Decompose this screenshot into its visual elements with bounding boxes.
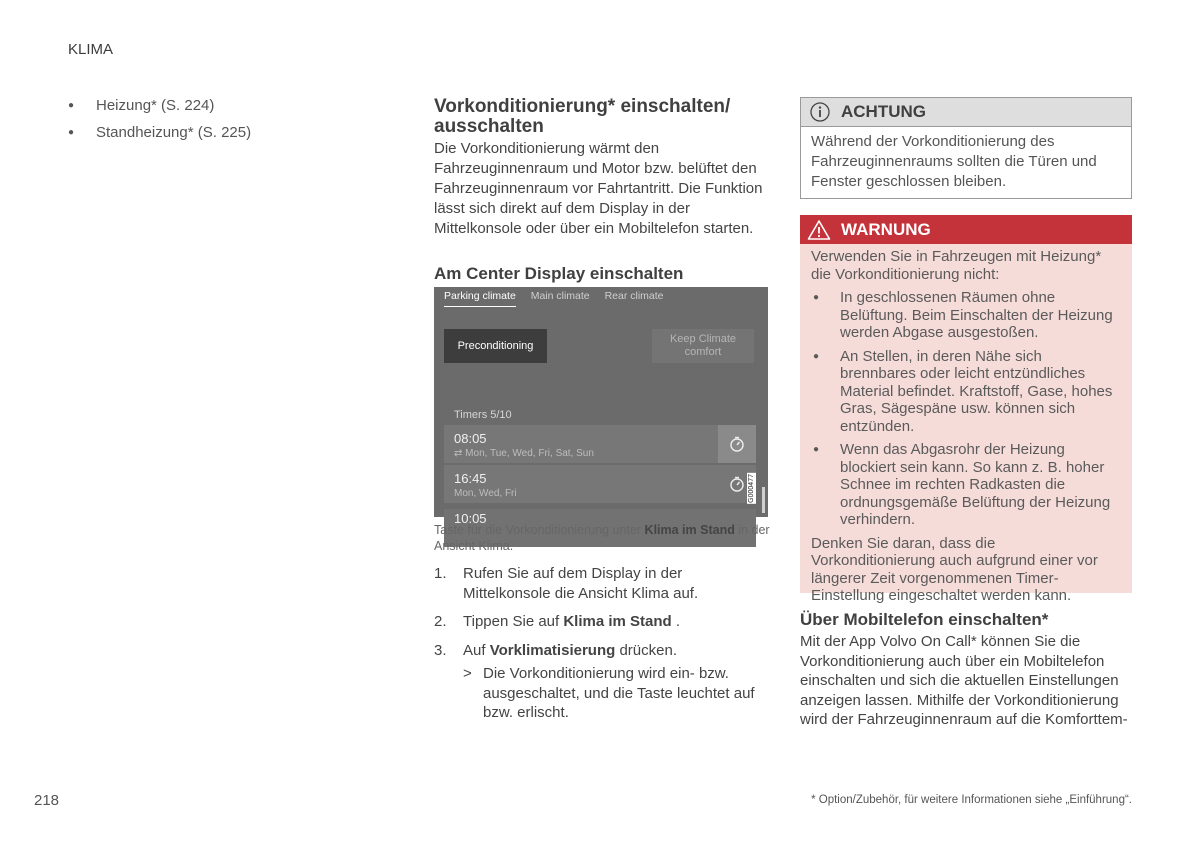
timer-row[interactable] [444,465,756,503]
timer-row[interactable] [444,425,756,463]
keep-climate-comfort-button[interactable] [652,329,754,363]
step-item: 3. Auf Vorklimatisierung drücken. [434,641,677,659]
warnung-box [800,215,1132,604]
steps-list [434,564,769,723]
step-item: 1. Rufen Sie auf dem Display in der Mittelkonsole die Ansicht Klima auf. [434,565,699,602]
figure-caption: Taste für die Vorkonditionierung unter Klima im Stand in der Ansicht Klima. [434,523,770,553]
timer-time: 10:05 [454,511,487,526]
warnung-header [800,215,1132,244]
repeat-icon: ⇄ [454,448,466,459]
warnung-item: ● Wenn das Abgasrohr der Heizung blockiert sein kann. So kann z. B. hoher Schnee im rechten Radkasten die ordnungsgemäße Belüftung der Heizung verhindern. [811,441,1120,529]
center-display-heading: Am Center Display einschalten [434,264,684,283]
keep-climate-comfort-label: Keep Climate comfort [669,333,737,358]
step-result: > Die Vorkonditionierung wird ein- bzw. ausgeschaltet, und die Taste leuchtet auf bzw. erlischt. [463,665,755,721]
step-item: 2. Tippen Sie auf Klima im Stand . [434,613,681,630]
tab-rear-climate[interactable]: Rear climate [604,290,664,302]
related-links-list [68,92,251,146]
warning-triangle-icon [807,219,831,241]
warnung-body [800,244,1132,605]
timer-days: Mon, Wed, Fri [454,488,517,499]
timer-toggle-button[interactable] [718,425,756,463]
related-link-heizung[interactable]: ● Heizung* (S. 224) [68,92,251,119]
timers-label: Timers 5/10 [454,409,512,421]
stopwatch-icon [728,435,746,453]
mobile-text: Mit der App Volvo On Call* können Sie die Vorkonditionierung auch über ein Mobiltelefon einschalten und sich die aktuellen Einstellungen anzeigen lassen. Mithilfe der Vorkonditionierung wird der Fahrzeuginnenraum auf die Komforttem- [800,633,1128,728]
timer-days-text: Mon, Tue, Wed, Fri, Sat, Sun [465,448,594,459]
footnote: * Option/Zubehör, für weitere Informationen siehe „Einführung“. [811,794,1132,806]
achtung-box [800,97,1132,199]
timer-days [454,448,594,459]
related-link-standheizung[interactable]: ● Standheizung* (S. 225) [68,119,251,146]
stopwatch-icon [728,475,746,493]
warnung-intro: Verwenden Sie in Fahrzeugen mit Heizung* die Vorkonditionierung nicht: [811,248,1102,283]
tab-main-climate[interactable]: Main climate [530,290,590,302]
warnung-list [811,289,1120,529]
mobile-heading: Über Mobiltelefon einschalten* [800,610,1049,629]
intro-text: Die Vorkonditionierung wärmt den Fahrzeuginnenraum und Motor bzw. belüftet den Fahrzeuginnenraum vor Fahrtantritt. Die Funktion lässt sich direkt auf dem Display in der Mittelkonsole oder über ein Mobiltelefon starten. [434,140,763,237]
center-display-screenshot [434,287,768,526]
timer-time: 16:45 [454,471,487,486]
image-id-label: G000477 [748,474,755,503]
warnung-item: ● An Stellen, in deren Nähe sich brennbares oder leicht entzündliches Material befindet. Kraftstoff, Gase, hohes Gras, Sägespäne usw. können sich entzünden. [811,348,1120,436]
tab-parking-climate[interactable]: Parking climate [444,290,516,307]
climate-tabs [444,290,676,307]
section-header: KLIMA [68,41,114,58]
warnung-item: ● In geschlossenen Räumen ohne Belüftung. Beim Einschalten der Heizung werden Abgase ausgestoßen. [811,289,1120,342]
achtung-title: ACHTUNG [841,102,926,121]
warnung-outro: Denken Sie daran, dass die Vorkonditionierung auch aufgrund einer vor längerer Zeit vorgenommenen Timer-Einstellung eingeschaltet werden kann. [811,534,1098,604]
achtung-header [801,98,1131,127]
info-icon [809,101,831,123]
achtung-text: Während der Vorkonditionierung des Fahrzeuginnenraums sollten die Türen und Fenster geschlossen bleiben. [811,133,1097,190]
section-title: Vorkonditionierung* einschalten/ ausschalten [434,96,731,137]
scrollbar[interactable] [762,487,765,513]
preconditioning-button[interactable]: Preconditioning [444,329,547,363]
page-number: 218 [34,792,60,809]
timer-time: 08:05 [454,431,487,446]
warnung-title: WARNUNG [841,219,931,239]
